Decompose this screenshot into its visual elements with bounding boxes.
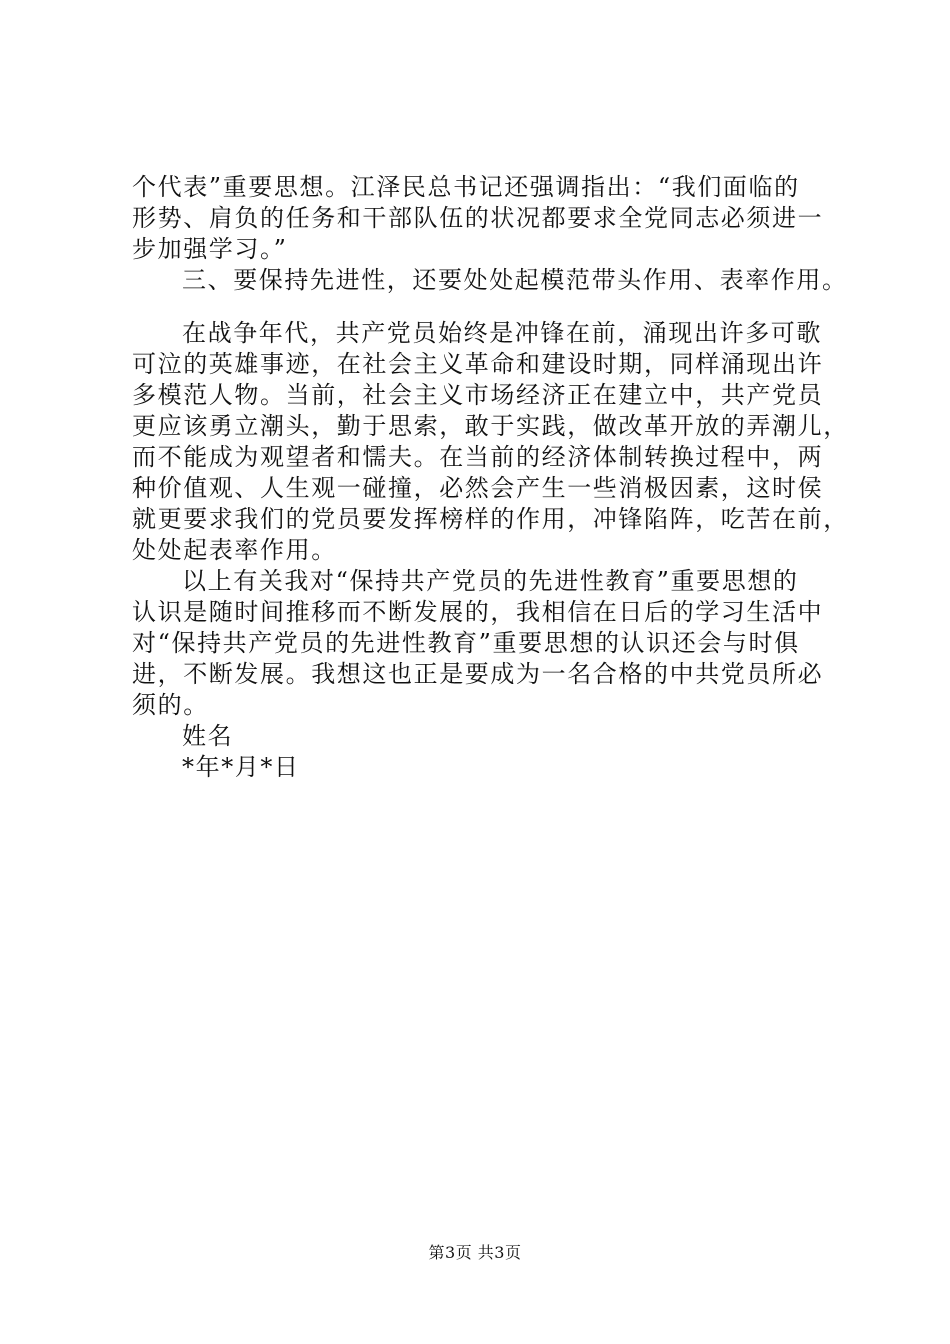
text-line: 在战争年代，共产党员始终是冲锋在前，涌现出许多可歌 — [182, 319, 822, 347]
signature-name: 姓名 — [182, 722, 234, 750]
text-line: 对“保持共产党员的先进性教育”重要思想的认识还会与时俱 — [132, 629, 800, 657]
text-line: 步加强学习。” — [132, 235, 288, 263]
page-number-footer: 第3页 共3页 — [428, 1243, 522, 1262]
text-line: 处处起表率作用。 — [132, 536, 337, 564]
signature-date: *年*月*日 — [182, 753, 300, 781]
text-line: 种价值观、人生观一碰撞，必然会产生一些消极因素，这时侯 — [132, 474, 824, 502]
text-line: 须的。 — [132, 691, 209, 719]
text-line: 而不能成为观望者和懦夫。在当前的经济体制转换过程中，两 — [132, 443, 824, 471]
text-line: 认识是随时间推移而不断发展的，我相信在日后的学习生活中 — [132, 598, 824, 626]
document-body — [132, 172, 849, 783]
text-line: 进，不断发展。我想这也正是要成为一名合格的中共党员所必 — [132, 660, 824, 688]
text-line: 可泣的英雄事迹，在社会主义革命和建设时期，同样涌现出许 — [132, 350, 824, 378]
text-line: 以上有关我对“保持共产党员的先进性教育”重要思想的 — [182, 567, 799, 595]
paragraph-gap — [132, 296, 844, 318]
section-heading: 三、要保持先进性，还要处处起模范带头作用、表率作用。 — [182, 266, 848, 294]
text-line: 更应该勇立潮头，勤于思索，敢于实践，做改革开放的弄潮儿， — [132, 412, 849, 440]
text-line: 形势、肩负的任务和干部队伍的状况都要求全党同志必须进一 — [132, 204, 824, 232]
text-line: 就更要求我们的党员要发挥榜样的作用，冲锋陷阵，吃苦在前， — [132, 505, 849, 533]
text-line: 多模范人物。当前，社会主义市场经济正在建立中，共产党员 — [132, 381, 824, 409]
text-line: 个代表”重要思想。江泽民总书记还强调指出：“我们面临的 — [132, 173, 800, 201]
